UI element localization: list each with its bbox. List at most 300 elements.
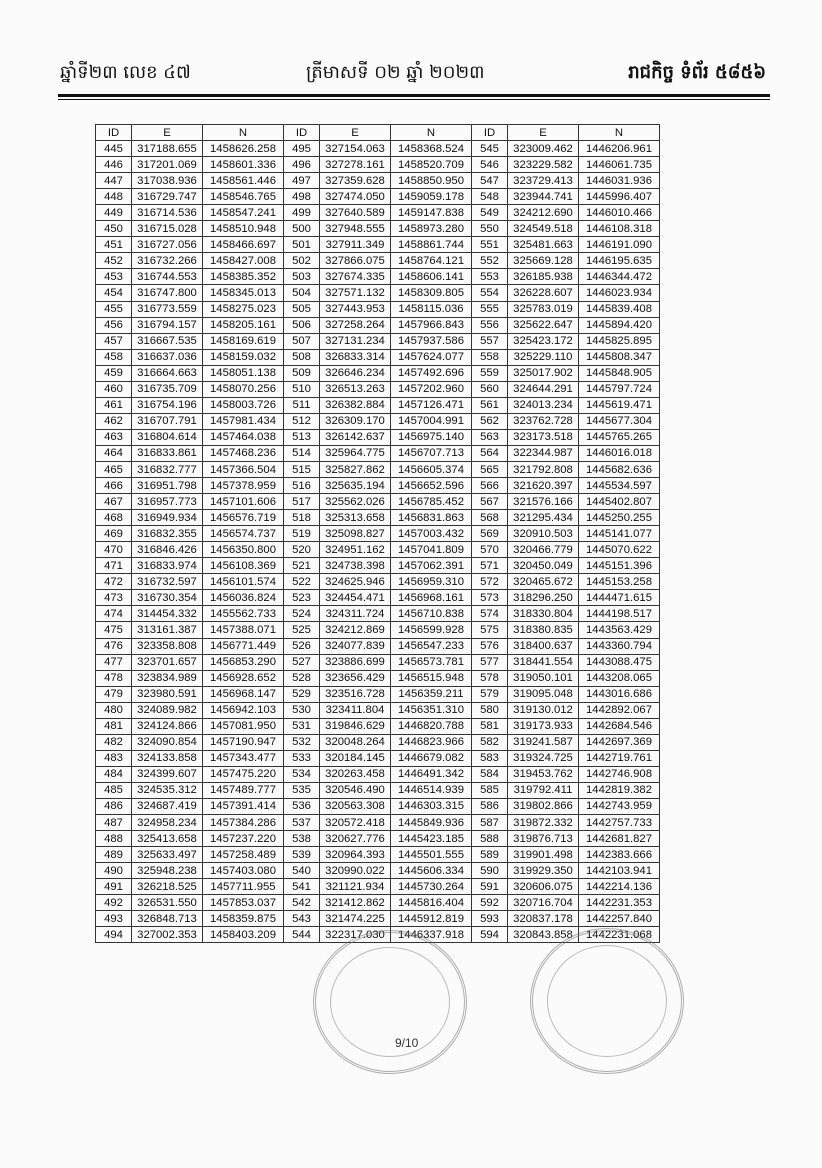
table-cell: 485 (96, 782, 132, 798)
table-cell: 1457081.950 (203, 718, 284, 734)
table-cell: 322344.987 (508, 445, 579, 461)
table-cell: 559 (472, 365, 508, 381)
table-row (96, 590, 660, 606)
table-cell: 1457202.960 (391, 381, 472, 397)
table-cell: 1443360.794 (579, 638, 660, 654)
table-cell: 1445996.407 (579, 189, 660, 205)
table-cell: 1458546.765 (203, 189, 284, 205)
table-cell: 476 (96, 638, 132, 654)
table-cell: 537 (284, 815, 320, 831)
table-cell: 1457475.220 (203, 766, 284, 782)
table-cell: 1458205.161 (203, 317, 284, 333)
table-cell: 498 (284, 189, 320, 205)
table-cell: 1456928.652 (203, 670, 284, 686)
table-cell: 1456785.452 (391, 494, 472, 510)
table-cell: 1458427.008 (203, 253, 284, 269)
table-cell: 320450.049 (508, 558, 579, 574)
table-cell: 324124.866 (132, 718, 203, 734)
table-cell: 1457464.038 (203, 429, 284, 445)
table-cell: 316714.536 (132, 205, 203, 221)
coordinates-table (95, 124, 660, 943)
table-cell: 324644.291 (508, 381, 579, 397)
table-cell: 1457041.809 (391, 542, 472, 558)
table-row (96, 879, 660, 895)
table-cell: 325313.658 (320, 510, 391, 526)
table-row (96, 734, 660, 750)
table-cell: 321412.862 (320, 895, 391, 911)
table-row (96, 397, 660, 413)
table-cell: 579 (472, 686, 508, 702)
table-cell: 1458561.446 (203, 173, 284, 189)
table-cell: 585 (472, 782, 508, 798)
table-row (96, 285, 660, 301)
table-row (96, 221, 660, 237)
table-cell: 316846.426 (132, 542, 203, 558)
table-cell: 320572.418 (320, 815, 391, 831)
table-cell: 580 (472, 702, 508, 718)
table-cell: 1445839.408 (579, 301, 660, 317)
table-cell: 1443208.065 (579, 670, 660, 686)
table-cell: 320263.458 (320, 766, 391, 782)
table-cell: 1458275.023 (203, 301, 284, 317)
table-cell: 1445825.895 (579, 333, 660, 349)
table-cell: 1446031.936 (579, 173, 660, 189)
table-cell: 316951.798 (132, 478, 203, 494)
table-cell: 319324.725 (508, 750, 579, 766)
table-cell: 486 (96, 798, 132, 814)
table-row (96, 253, 660, 269)
table-cell: 316730.354 (132, 590, 203, 606)
table-cell: 481 (96, 718, 132, 734)
table-cell: 445 (96, 141, 132, 157)
column-header: ID (472, 125, 508, 141)
table-cell: 1445808.347 (579, 349, 660, 365)
table-cell: 1443016.686 (579, 686, 660, 702)
table-body (96, 141, 660, 943)
table-cell: 326185.938 (508, 269, 579, 285)
table-cell: 1456707.713 (391, 445, 472, 461)
table-cell: 454 (96, 285, 132, 301)
table-cell: 469 (96, 526, 132, 542)
table-cell: 1445501.555 (391, 847, 472, 863)
table-cell: 541 (284, 879, 320, 895)
table-cell: 1456359.211 (391, 686, 472, 702)
table-cell: 1457101.606 (203, 494, 284, 510)
table-cell: 319876.713 (508, 831, 579, 847)
table-cell: 325827.862 (320, 461, 391, 477)
table-cell: 1457062.391 (391, 558, 472, 574)
table-cell: 1445153.258 (579, 574, 660, 590)
table-row (96, 670, 660, 686)
table-cell: 324738.398 (320, 558, 391, 574)
table-cell: 316664.663 (132, 365, 203, 381)
table-cell: 1445250.255 (579, 510, 660, 526)
table-cell: 1457366.504 (203, 461, 284, 477)
table-cell: 448 (96, 189, 132, 205)
table-cell: 555 (472, 301, 508, 317)
table-cell: 324687.419 (132, 798, 203, 814)
table-cell: 1458070.256 (203, 381, 284, 397)
table-cell: 324549.518 (508, 221, 579, 237)
table-cell: 320546.490 (320, 782, 391, 798)
table-row (96, 782, 660, 798)
table-cell: 323009.462 (508, 141, 579, 157)
table-cell: 324535.312 (132, 782, 203, 798)
table-cell: 1446823.966 (391, 734, 472, 750)
table-cell: 1457468.236 (203, 445, 284, 461)
table-cell: 446 (96, 157, 132, 173)
table-row (96, 702, 660, 718)
table-cell: 325964.775 (320, 445, 391, 461)
table-cell: 1458003.726 (203, 397, 284, 413)
table-row (96, 461, 660, 477)
table-cell: 1457966.843 (391, 317, 472, 333)
table-cell: 1457384.286 (203, 815, 284, 831)
table-cell: 513 (284, 429, 320, 445)
table-cell: 553 (472, 269, 508, 285)
table-cell: 1457853.037 (203, 895, 284, 911)
table-cell: 313161.387 (132, 622, 203, 638)
table-row (96, 141, 660, 157)
table-cell: 1446679.082 (391, 750, 472, 766)
table-row (96, 349, 660, 365)
table-cell: 1458601.336 (203, 157, 284, 173)
table-cell: 575 (472, 622, 508, 638)
table-row (96, 686, 660, 702)
table-cell: 1445912.819 (391, 911, 472, 927)
table-cell: 321620.397 (508, 478, 579, 494)
table-cell: 577 (472, 654, 508, 670)
table-cell: 326142.637 (320, 429, 391, 445)
table-cell: 1446491.342 (391, 766, 472, 782)
table-cell: 327131.234 (320, 333, 391, 349)
table-cell: 591 (472, 879, 508, 895)
table-cell: 536 (284, 798, 320, 814)
table-cell: 1457237.220 (203, 831, 284, 847)
table-cell: 325423.172 (508, 333, 579, 349)
table-cell: 316833.974 (132, 558, 203, 574)
table-cell: 535 (284, 782, 320, 798)
table-cell: 557 (472, 333, 508, 349)
table-cell: 325633.497 (132, 847, 203, 863)
table-cell: 316747.800 (132, 285, 203, 301)
table-cell: 562 (472, 413, 508, 429)
table-row (96, 413, 660, 429)
table-row (96, 445, 660, 461)
table-cell: 560 (472, 381, 508, 397)
table-cell: 452 (96, 253, 132, 269)
table-row (96, 574, 660, 590)
table-cell: 316667.535 (132, 333, 203, 349)
table-cell: 1456573.781 (391, 654, 472, 670)
table-cell: 316732.597 (132, 574, 203, 590)
table-cell: 316949.934 (132, 510, 203, 526)
table-cell: 483 (96, 750, 132, 766)
table-cell: 326309.170 (320, 413, 391, 429)
table-cell: 451 (96, 237, 132, 253)
table-cell: 316735.709 (132, 381, 203, 397)
table-cell: 1458368.524 (391, 141, 472, 157)
table-row (96, 269, 660, 285)
table-cell: 460 (96, 381, 132, 397)
table-cell: 525 (284, 622, 320, 638)
table-cell: 507 (284, 333, 320, 349)
official-seal-stamp (313, 930, 467, 1074)
table-row (96, 317, 660, 333)
table-cell: 316804.614 (132, 429, 203, 445)
table-cell: 1456942.103 (203, 702, 284, 718)
table-cell: 492 (96, 895, 132, 911)
table-cell: 447 (96, 173, 132, 189)
table-cell: 324212.690 (508, 205, 579, 221)
table-cell: 532 (284, 734, 320, 750)
table-cell: 1442743.959 (579, 798, 660, 814)
table-cell: 1442819.382 (579, 782, 660, 798)
table-cell: 496 (284, 157, 320, 173)
table-cell: 529 (284, 686, 320, 702)
table-cell: 320465.672 (508, 574, 579, 590)
table-cell: 1442757.733 (579, 815, 660, 831)
table-cell: 501 (284, 237, 320, 253)
table-cell: 318400.637 (508, 638, 579, 654)
table-cell: 1458520.709 (391, 157, 472, 173)
table-row (96, 750, 660, 766)
table-cell: 517 (284, 494, 320, 510)
table-cell: 324625.946 (320, 574, 391, 590)
table-cell: 1445402.807 (579, 494, 660, 510)
table-row (96, 911, 660, 927)
table-cell: 515 (284, 461, 320, 477)
table-cell: 471 (96, 558, 132, 574)
table-cell: 514 (284, 445, 320, 461)
table-cell: 327154.063 (320, 141, 391, 157)
table-cell: 323411.804 (320, 702, 391, 718)
table-cell: 571 (472, 558, 508, 574)
header-issue: ឆ្នាំទី២៣ លេខ ៤៧ (60, 62, 191, 83)
table-cell: 508 (284, 349, 320, 365)
table-cell: 1445682.636 (579, 461, 660, 477)
table-cell: 316773.559 (132, 301, 203, 317)
table-cell: 1456351.310 (391, 702, 472, 718)
table-cell: 1445151.396 (579, 558, 660, 574)
table-cell: 325622.647 (508, 317, 579, 333)
table-cell: 327002.353 (132, 927, 203, 943)
table-cell: 316957.773 (132, 494, 203, 510)
official-seal-stamp (530, 928, 684, 1074)
table-cell: 324133.858 (132, 750, 203, 766)
table-cell: 319802.866 (508, 798, 579, 814)
table-cell: 542 (284, 895, 320, 911)
table-cell: 327278.161 (320, 157, 391, 173)
page-footer-number: 9/10 (395, 1036, 419, 1050)
table-row (96, 815, 660, 831)
table-cell: 570 (472, 542, 508, 558)
table-cell: 318441.554 (508, 654, 579, 670)
table-cell: 474 (96, 606, 132, 622)
table-cell: 487 (96, 815, 132, 831)
table-cell: 316832.777 (132, 461, 203, 477)
table-cell: 503 (284, 269, 320, 285)
table-cell: 470 (96, 542, 132, 558)
table-cell: 1456968.161 (391, 590, 472, 606)
table-cell: 1445423.185 (391, 831, 472, 847)
table-cell: 582 (472, 734, 508, 750)
table-row (96, 381, 660, 397)
table-cell: 1443088.475 (579, 654, 660, 670)
table-cell: 323701.657 (132, 654, 203, 670)
table-cell: 568 (472, 510, 508, 526)
table-cell: 533 (284, 750, 320, 766)
table-cell: 1445730.264 (391, 879, 472, 895)
table-row (96, 606, 660, 622)
table-cell: 325783.019 (508, 301, 579, 317)
table-row (96, 622, 660, 638)
table-cell: 1458626.258 (203, 141, 284, 157)
table-cell: 1457403.080 (203, 863, 284, 879)
table-cell: 324212.869 (320, 622, 391, 638)
table-cell: 1456605.374 (391, 461, 472, 477)
table-cell: 556 (472, 317, 508, 333)
table-cell: 1456108.369 (203, 558, 284, 574)
table-cell: 321792.808 (508, 461, 579, 477)
table-cell: 316707.791 (132, 413, 203, 429)
table-header-row (96, 125, 660, 141)
table-cell: 324077.839 (320, 638, 391, 654)
table-cell: 461 (96, 397, 132, 413)
table-cell: 1446344.472 (579, 269, 660, 285)
table-cell: 1459147.838 (391, 205, 472, 221)
table-cell: 318380.835 (508, 622, 579, 638)
table-cell: 316637.036 (132, 349, 203, 365)
table-row (96, 638, 660, 654)
table-cell: 326531.550 (132, 895, 203, 911)
table-cell: 1456975.140 (391, 429, 472, 445)
table-cell: 327258.264 (320, 317, 391, 333)
table-cell: 321121.934 (320, 879, 391, 895)
table-cell: 581 (472, 718, 508, 734)
table-cell: 1456652.596 (391, 478, 472, 494)
table-cell: 521 (284, 558, 320, 574)
table-cell: 491 (96, 879, 132, 895)
table-row (96, 365, 660, 381)
table-cell: 1457003.432 (391, 526, 472, 542)
table-cell: 479 (96, 686, 132, 702)
table-cell: 1446514.939 (391, 782, 472, 798)
table-cell: 594 (472, 927, 508, 943)
table-row (96, 157, 660, 173)
table-cell: 504 (284, 285, 320, 301)
table-cell: 549 (472, 205, 508, 221)
table-cell: 548 (472, 189, 508, 205)
table-cell: 495 (284, 141, 320, 157)
table-cell: 1457004.991 (391, 413, 472, 429)
table-cell: 318330.804 (508, 606, 579, 622)
table-cell: 466 (96, 478, 132, 494)
table-cell: 323762.728 (508, 413, 579, 429)
table-cell: 467 (96, 494, 132, 510)
table-cell: 574 (472, 606, 508, 622)
table-cell: 590 (472, 863, 508, 879)
table-cell: 1445606.334 (391, 863, 472, 879)
table-cell: 1445141.077 (579, 526, 660, 542)
table-cell: 578 (472, 670, 508, 686)
table-cell: 482 (96, 734, 132, 750)
table-cell: 319050.101 (508, 670, 579, 686)
table-cell: 320048.264 (320, 734, 391, 750)
table-cell: 462 (96, 413, 132, 429)
table-cell: 321576.166 (508, 494, 579, 510)
table-cell: 327674.335 (320, 269, 391, 285)
table-cell: 1457126.471 (391, 397, 472, 413)
table-row (96, 863, 660, 879)
table-cell: 1445677.304 (579, 413, 660, 429)
column-header: E (132, 125, 203, 141)
table-cell: 326848.713 (132, 911, 203, 927)
table-cell: 324454.471 (320, 590, 391, 606)
table-cell: 1442257.840 (579, 911, 660, 927)
table-row (96, 831, 660, 847)
table-cell: 1445619.471 (579, 397, 660, 413)
table-cell: 1456350.800 (203, 542, 284, 558)
table-cell: 1458547.241 (203, 205, 284, 221)
table-cell: 567 (472, 494, 508, 510)
table-cell: 1446191.090 (579, 237, 660, 253)
table-row (96, 205, 660, 221)
table-cell: 1457492.696 (391, 365, 472, 381)
table-cell: 1457388.071 (203, 622, 284, 638)
table-cell: 1445816.404 (391, 895, 472, 911)
table-cell: 463 (96, 429, 132, 445)
table-cell: 324951.162 (320, 542, 391, 558)
table-cell: 1442214.136 (579, 879, 660, 895)
table-cell: 1458345.013 (203, 285, 284, 301)
column-header: ID (96, 125, 132, 141)
table-cell: 1456576.719 (203, 510, 284, 526)
table-cell: 320910.503 (508, 526, 579, 542)
table-cell: 1444198.517 (579, 606, 660, 622)
table-cell: 1456959.310 (391, 574, 472, 590)
table-cell: 320843.858 (508, 927, 579, 943)
table-cell: 547 (472, 173, 508, 189)
table-cell: 320716.704 (508, 895, 579, 911)
table-cell: 1457489.777 (203, 782, 284, 798)
table-cell: 1446108.318 (579, 221, 660, 237)
table-cell: 554 (472, 285, 508, 301)
table-cell: 1442383.666 (579, 847, 660, 863)
table-cell: 502 (284, 253, 320, 269)
table-cell: 478 (96, 670, 132, 686)
table-cell: 1442231.353 (579, 895, 660, 911)
table-cell: 543 (284, 911, 320, 927)
table-cell: 1458850.950 (391, 173, 472, 189)
table-cell: 519 (284, 526, 320, 542)
table-cell: 1458051.138 (203, 365, 284, 381)
table-cell: 324090.854 (132, 734, 203, 750)
table-cell: 325948.238 (132, 863, 203, 879)
table-cell: 480 (96, 702, 132, 718)
table-row (96, 526, 660, 542)
table-cell: 459 (96, 365, 132, 381)
table-cell: 1442103.941 (579, 863, 660, 879)
table-cell: 1456710.838 (391, 606, 472, 622)
header-rule-thin (58, 99, 770, 100)
table-cell: 1456101.574 (203, 574, 284, 590)
table-cell: 488 (96, 831, 132, 847)
table-cell: 493 (96, 911, 132, 927)
table-cell: 323358.808 (132, 638, 203, 654)
table-cell: 324311.724 (320, 606, 391, 622)
table-cell: 1446023.934 (579, 285, 660, 301)
